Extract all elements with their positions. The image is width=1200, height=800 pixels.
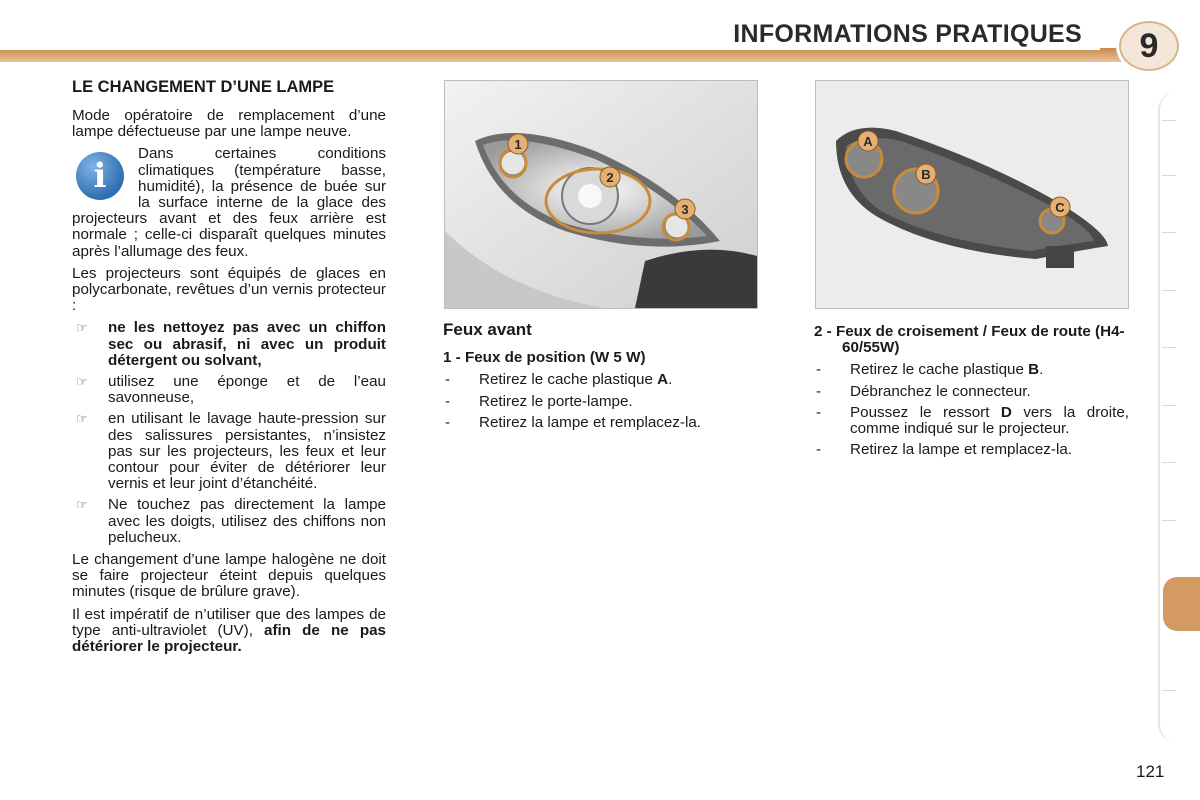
list-item: ☞ en utilisant le lavage haute-pression sur des salissures persistantes, n’insistez pas sur les projecteurs, les feux et leur contour pour éviter de détériorer leur vernis et leur joint d’étanchéité. — [76, 410, 386, 493]
list-item: - Retirez la lampe et remplacez-la. — [814, 442, 1129, 458]
list-item: - Retirez le cache plastique A. — [443, 372, 758, 388]
side-tab[interactable] — [1162, 520, 1176, 521]
side-tab[interactable] — [1162, 405, 1176, 406]
info-note: Dans certaines conditions climatiques (température basse, humidité), la présence de buée sur la surface interne de la glace des projecteurs avant et des feux arrière est normale ; celle-ci disparaît quelques minutes après l’allumage des feux. — [72, 145, 386, 260]
callout-b: B — [921, 167, 931, 182]
front-lights-title: Feux avant — [443, 320, 532, 339]
side-tab[interactable] — [1162, 232, 1176, 233]
callout-c: C — [1055, 200, 1065, 215]
page-title: INFORMATIONS PRATIQUES — [733, 20, 1082, 48]
list-item: ☞ ne les nettoyez pas avec un chiffon sec ou abrasif, ni avec un produit détergent ou solvant, — [76, 319, 386, 369]
position-lights-title: 1 - Feux de position (W 5 W) — [443, 349, 646, 367]
callout-3: 3 — [681, 202, 689, 217]
side-tab[interactable] — [1162, 690, 1176, 691]
intro-text: Mode opératoire de remplacement d’une lampe défectueuse par une lampe neuve. — [72, 107, 386, 141]
list-item: - Retirez le porte-lampe. — [443, 394, 758, 410]
dipped-steps — [814, 362, 1129, 458]
callout-a: A — [863, 134, 873, 149]
headlamp-photo — [444, 80, 758, 309]
section-title: LE CHANGEMENT D’UNE LAMPE — [72, 78, 335, 96]
info-icon: i — [76, 152, 124, 200]
page-number: 121 — [1136, 762, 1165, 781]
info-box — [72, 146, 386, 259]
side-tab[interactable] — [1162, 120, 1176, 121]
column-left — [72, 78, 386, 661]
header-band — [0, 48, 1125, 62]
column-middle — [443, 322, 758, 436]
list-item: ☞ utilisez une éponge et de l’eau savonneuse, — [76, 373, 386, 407]
side-tabs — [1158, 92, 1200, 742]
pointing-hand-icon: ☞ — [76, 374, 88, 390]
list-item: - Retirez la lampe et remplacez-la. — [443, 415, 758, 431]
dipped-lights-title: 2 - Feux de croisement / Feux de route (H4-60/55W) — [814, 323, 1125, 357]
uv-note: Il est impératif de n’utiliser que des lampes de type anti-ultraviolet (UV), afin de ne pas détériorer le projecteur. — [72, 605, 386, 656]
halogen-note: Le changement d’une lampe halogène ne doit se faire projecteur éteint depuis quelques minutes (risque de brûlure grave). — [72, 551, 386, 601]
side-tab[interactable] — [1162, 290, 1176, 291]
coating-note: Les projecteurs sont équipés de glaces en polycarbonate, revêtues d’un vernis protecteur : — [72, 264, 386, 315]
list-item: - Débranchez le connecteur. — [814, 384, 1129, 400]
side-tab-active[interactable] — [1163, 577, 1200, 631]
list-item: ☞ Ne touchez pas directement la lampe avec les doigts, utilisez des chiffons non pelucheux. — [76, 496, 386, 546]
pointing-hand-icon: ☞ — [76, 497, 88, 513]
headlamp-back-photo — [815, 80, 1129, 309]
callout-1: 1 — [514, 137, 522, 152]
position-steps — [443, 372, 758, 431]
chapter-badge: 9 — [1116, 18, 1182, 74]
side-tab[interactable] — [1162, 347, 1176, 348]
side-tab[interactable] — [1162, 462, 1176, 463]
side-tab[interactable] — [1162, 175, 1176, 176]
list-item: - Retirez le cache plastique B. — [814, 362, 1129, 378]
callout-2: 2 — [606, 170, 614, 185]
pointing-hand-icon: ☞ — [76, 411, 88, 427]
column-right — [814, 324, 1129, 463]
pointing-hand-icon: ☞ — [76, 320, 88, 336]
list-item: - Poussez le ressort D vers la droite, comme indiqué sur le projecteur. — [814, 405, 1129, 437]
cleaning-list — [72, 320, 386, 546]
